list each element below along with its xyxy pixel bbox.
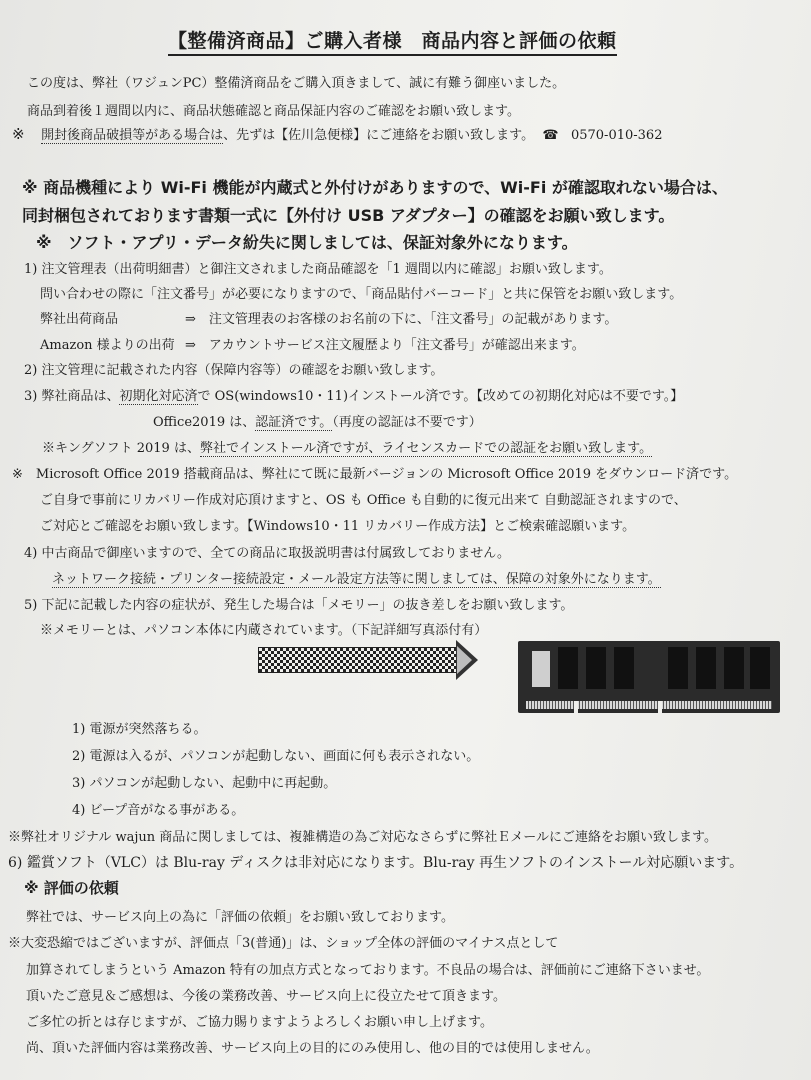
kingsoft-prefix: ※キングソフト 2019 は、 bbox=[42, 441, 200, 456]
memory-chip bbox=[668, 647, 688, 689]
item5-line-2: ※メモリーとは、パソコン本体に内蔵されています。（下記詳細写真添付有） bbox=[40, 623, 488, 638]
memory-chip bbox=[558, 647, 578, 689]
office-note-line-3: ご対応とご確認をお願い致します。【Windows10・11 リカバリー作成方法】とご検索確認願います。 bbox=[40, 519, 636, 534]
memory-chip bbox=[724, 647, 744, 689]
symptom-2: 2) 電源は入るが、パソコンが起動しない、画面に何も表示されない。 bbox=[72, 749, 480, 764]
amazon-label: Amazon 様よりの出荷 bbox=[40, 338, 175, 353]
memory-chip bbox=[586, 647, 606, 689]
memory-module-image bbox=[518, 641, 780, 713]
wifi-note-line-2: 同封梱包されております書類一式に【外付け USB アダプター】の確認をお願い致します。 bbox=[22, 206, 675, 225]
kingsoft-underlined: 弊社でインストール済ですが、ライセンスカードでの認証をお願い致します。 bbox=[199, 441, 653, 456]
review-line-2: ※大変恐縮ではございますが、評価点「3(普通)」は、ショップ全体の評価のマイナス点として bbox=[8, 936, 559, 951]
office-note-line-1: ※ Microsoft Office 2019 搭載商品は、弊社にて既に最新バージョンの Microsoft Office 2019 をダウンロード済です。 bbox=[12, 467, 738, 482]
item3-office bbox=[153, 411, 482, 430]
data-loss-note: ※ ソフト・アプリ・データ紛失に関しましては、保証対象外になります。 bbox=[36, 233, 578, 252]
arrow-head-inner bbox=[457, 646, 472, 674]
item1-line-1: 1) 注文管理表（出荷明細書）と御注文されました商品確認を「1 週間以内に確認」お願い致します。 bbox=[24, 262, 612, 277]
symptom-1: 1) 電源が突然落ちる。 bbox=[72, 722, 207, 737]
item5-line-1: 5) 下記に記載した内容の症状が、発生した場合は「メモリー」の抜き差しをお願い致します。 bbox=[24, 598, 574, 613]
review-line-1: 弊社では、サービス向上の為に「評価の依頼」をお願い致しております。 bbox=[26, 910, 454, 925]
checkered-arrow-icon bbox=[258, 647, 458, 673]
amazon-text: ⇒ アカウントサービス注文履歴より「注文番号」が確認出来ます。 bbox=[185, 338, 585, 353]
item3-underlined: 初期化対応済 bbox=[119, 389, 198, 404]
memory-chip bbox=[750, 647, 770, 689]
item3-text: で OS(windows10・11)インストール済です。【改めての初期化対応は不要です。】 bbox=[197, 389, 684, 404]
item2: 2) 注文管理に記載された内容（保障内容等）の確認をお願い致します。 bbox=[24, 363, 444, 378]
note-mark: ※ bbox=[12, 125, 25, 143]
wajun-note: ※弊社オリジナル wajun 商品に関しましては、複雑構造の為ご対応なさらずに弊社Ｅメールにご連絡をお願い致します。 bbox=[8, 830, 717, 845]
memory-notch bbox=[574, 701, 578, 713]
memory-chip bbox=[614, 647, 634, 689]
item6: 6) 鑑賞ソフト（VLC）は Blu-ray ディスクは非対応になります。Blu-ray 再生ソフトのインストール対応願います。 bbox=[8, 855, 744, 871]
page-title: 【整備済商品】ご購入者様 商品内容と評価の依頼 bbox=[168, 26, 617, 56]
item4-line-2 bbox=[52, 568, 661, 587]
review-line-4: 頂いたご意見＆ご感想は、今後の業務改善、サービス向上に役立たせて頂きます。 bbox=[26, 989, 506, 1004]
phone-icon: ☎ bbox=[542, 128, 559, 143]
item1-line-4 bbox=[40, 334, 585, 353]
wifi-note-line-1: ※ 商品機種により Wi-Fi 機能が内蔵式と外付けがありますので、Wi-Fi が確認取れない場合は、 bbox=[22, 178, 728, 197]
memory-pins bbox=[526, 701, 772, 709]
review-heading: ※ 評価の依頼 bbox=[24, 879, 119, 897]
shipping-label: 弊社出荷商品 bbox=[40, 312, 119, 327]
phone-number: 0570-010-362 bbox=[570, 128, 663, 143]
intro-line-2: 商品到着後１週間以内に、商品状態確認と商品保証内容のご確認をお願い致します。 bbox=[27, 104, 520, 119]
intro-line-1: この度は、弊社（ワジュンPC）整備済商品をご購入頂きまして、誠に有難う御座いました。 bbox=[27, 76, 566, 91]
item1-line-2: 問い合わせの際に「注文番号」が必要になりますので、「商品貼付バーコード」と共に保管をお願い致します。 bbox=[40, 287, 683, 302]
item3-line-1 bbox=[24, 385, 683, 404]
office-prefix: Office2019 は、 bbox=[153, 415, 256, 430]
shipping-text: ⇒ 注文管理表のお客様のお名前の下に、「注文番号」の記載があります。 bbox=[185, 312, 618, 327]
office-underlined: 認証済です。 bbox=[255, 415, 333, 430]
memory-chip bbox=[696, 647, 716, 689]
damage-note bbox=[12, 124, 662, 143]
symptom-4: 4) ビープ音がなる事がある。 bbox=[72, 803, 245, 818]
item1-line-3 bbox=[40, 308, 617, 327]
item4-line-1: 4) 中古商品で御座いますので、全ての商品に取扱説明書は付属致しておりません。 bbox=[24, 546, 510, 561]
item3-kingsoft bbox=[42, 437, 652, 456]
memory-label bbox=[532, 651, 550, 687]
damage-note-underlined: 開封後商品破損等がある場合は bbox=[41, 128, 224, 143]
review-line-3: 加算されてしまうという Amazon 特有の加点方式となっております。不良品の場合は、評価前にご連絡下さいませ。 bbox=[26, 963, 710, 978]
review-line-5: ご多忙の折とは存じますが、ご協力賜りますようよろしくお願い申し上げます。 bbox=[26, 1015, 493, 1030]
review-line-6: 尚、頂いた評価内容は業務改善、サービス向上の目的にのみ使用し、他の目的では使用しません。 bbox=[26, 1041, 599, 1056]
office-note-line-2: ご自身で事前にリカバリー作成対応頂けますと、OS も Office も自動的に復元出来て 自動認証されますので、 bbox=[40, 493, 687, 508]
office-rest: （再度の認証は不要です） bbox=[332, 415, 482, 430]
item3-prefix: 3) 弊社商品は、 bbox=[24, 389, 120, 404]
item4-underlined: ネットワーク接続・プリンター接続設定・メール設定方法等に関しましては、保障の対象外になります。 bbox=[52, 572, 661, 587]
symptom-3: 3) パソコンが起動しない、起動中に再起動。 bbox=[72, 776, 337, 791]
damage-note-text: 、先ずは【佐川急便様】にご連絡をお願い致します。 bbox=[223, 128, 535, 143]
memory-notch bbox=[658, 701, 662, 713]
